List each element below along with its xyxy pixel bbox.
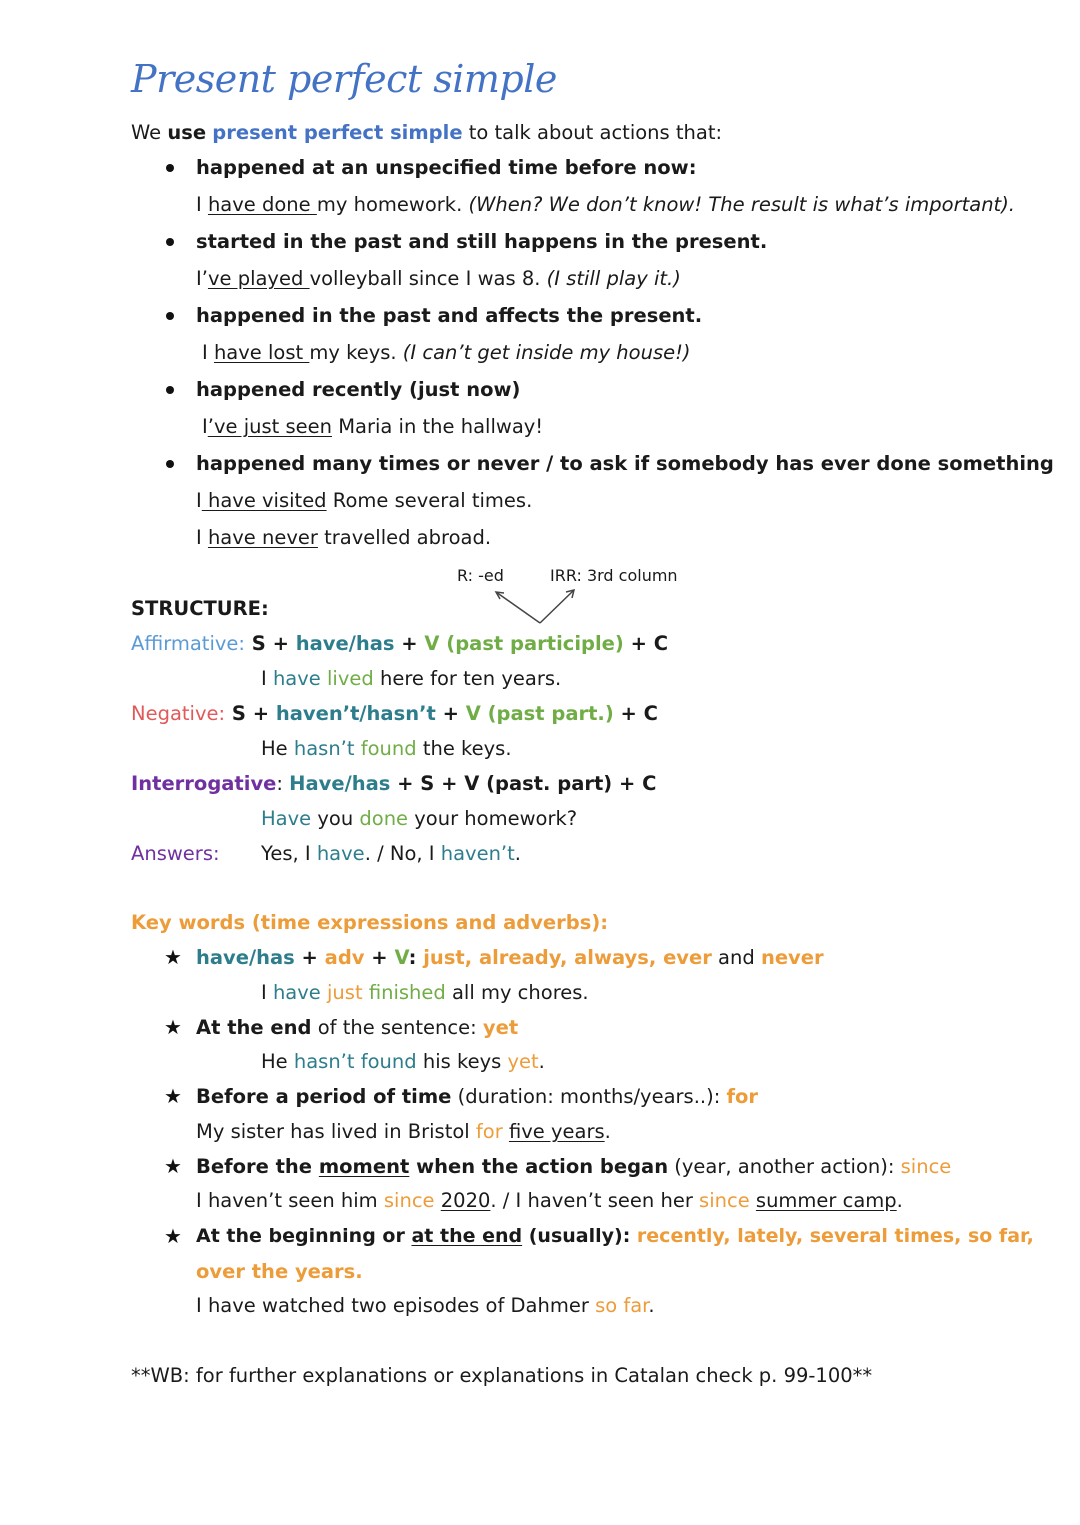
- keyword-rule-5: At the beginning or at the end (usually): recently, lately, several times, so far,: [196, 1225, 1034, 1247]
- keywords-heading: Key words (time expressions and adverbs):: [131, 911, 609, 934]
- intro-use: use: [167, 121, 207, 144]
- negative-example: He hasn’t found the keys.: [261, 737, 512, 760]
- use-example-6: I have never travelled abroad.: [196, 526, 492, 549]
- keyword-rule-5-cont: over the years.: [196, 1260, 363, 1283]
- intro-line: [131, 123, 722, 143]
- keyword-example-5: I have watched two episodes of Dahmer so far.: [196, 1294, 655, 1317]
- star-icon: ★: [164, 945, 182, 969]
- star-icon: ★: [164, 1015, 182, 1039]
- bullet-icon: [166, 386, 174, 394]
- intro-term: present perfect simple: [212, 121, 463, 144]
- bullet-icon: [166, 460, 174, 468]
- use-heading-1: happened at an unspecified time before now:: [196, 156, 697, 179]
- note-irregular: IRR: 3rd column: [550, 566, 678, 585]
- answers-example: Yes, I have. / No, I haven’t.: [261, 842, 521, 865]
- keyword-example-2: He hasn’t found his keys yet.: [261, 1050, 545, 1073]
- use-heading-5: happened many times or never / to ask if somebody has ever done something: [196, 452, 1054, 475]
- negative-rule: Negative: S + haven’t/hasn’t + V (past part.) + C: [131, 702, 658, 725]
- keyword-example-4: I haven’t seen him since 2020. / I haven’t seen her since summer camp.: [196, 1189, 903, 1212]
- interrogative-example: Have you done your homework?: [261, 807, 578, 830]
- structure-heading: STRUCTURE:: [131, 597, 269, 620]
- keyword-example-1: I have just finished all my chores.: [261, 981, 589, 1004]
- affirmative-rule: Affirmative: S + have/has + V (past participle) + C: [131, 632, 669, 655]
- keyword-rule-2: At the end of the sentence: yet: [196, 1016, 519, 1039]
- use-example-2: I’ve played volleyball since I was 8. (I still play it.): [196, 267, 681, 290]
- use-heading-4: happened recently (just now): [196, 378, 521, 401]
- bullet-icon: [166, 238, 174, 246]
- keyword-rule-3: Before a period of time (duration: months/years..): for: [196, 1085, 758, 1108]
- use-example-4: I’ve just seen Maria in the hallway!: [202, 415, 544, 438]
- intro-text: We: [131, 121, 168, 144]
- bullet-icon: [166, 312, 174, 320]
- use-heading-2: started in the past and still happens in the present.: [196, 230, 768, 253]
- use-example-5: I have visited Rome several times.: [196, 489, 533, 512]
- keyword-example-3: My sister has lived in Bristol for five years.: [196, 1120, 611, 1143]
- bullet-icon: [166, 164, 174, 172]
- use-example-3: I have lost my keys. (I can’t get inside my house!): [202, 341, 691, 364]
- use-heading-3: happened in the past and affects the present.: [196, 304, 703, 327]
- star-icon: ★: [164, 1154, 182, 1178]
- keyword-rule-1: have/has + adv + V: just, already, always, ever and never: [196, 946, 824, 969]
- page-title: Present perfect simple: [131, 57, 557, 101]
- interrogative-rule: Interrogative: Have/has + S + V (past. part) + C: [131, 772, 657, 795]
- note-regular: R: -ed: [457, 566, 504, 585]
- star-icon: ★: [164, 1084, 182, 1108]
- arrows-diagram-icon: [490, 586, 590, 628]
- affirmative-example: I have lived here for ten years.: [261, 667, 562, 690]
- star-icon: ★: [164, 1224, 182, 1248]
- use-example-1: I have done my homework. (When? We don’t know! The result is what’s important).: [196, 193, 1016, 216]
- intro-text-end: to talk about actions that:: [462, 121, 723, 144]
- answers-label: Answers:: [131, 842, 220, 865]
- keyword-rule-4: Before the moment when the action began (year, another action): since: [196, 1155, 952, 1178]
- footer-note: **WB: for further explanations or explanations in Catalan check p. 99-100**: [131, 1364, 873, 1387]
